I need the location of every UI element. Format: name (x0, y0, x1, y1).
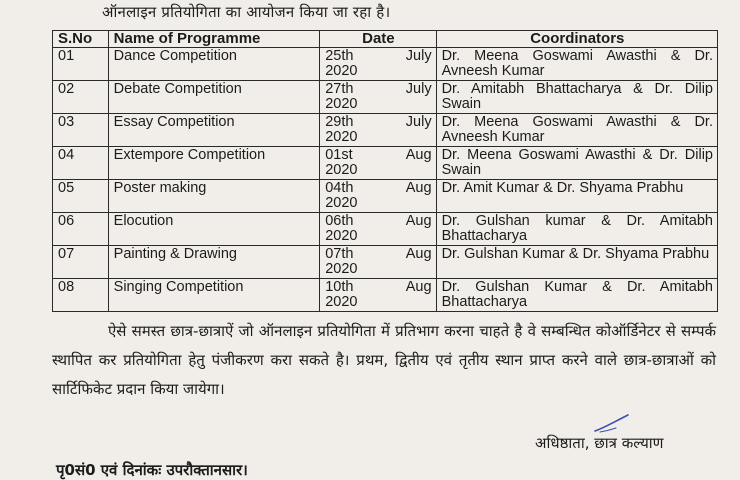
table-row (53, 246, 718, 279)
date-month: July (405, 114, 432, 130)
date-day: 29th (325, 114, 354, 130)
cell-date (320, 147, 436, 180)
table-header-row (53, 31, 718, 48)
cell-sno: 07 (53, 246, 109, 279)
date-day-month (325, 82, 431, 97)
header-programme-name: Name of Programme (108, 31, 320, 48)
table-row (53, 279, 718, 312)
table-row (53, 180, 718, 213)
cell-sno: 02 (53, 81, 109, 114)
cell-coordinators: Dr. Gulshan kumar & Dr. Amitabh Bhattacharya (436, 213, 717, 246)
date-year: 2020 (325, 129, 358, 145)
cell-programme-name: Painting & Drawing (108, 246, 320, 279)
cell-sno: 08 (53, 279, 109, 312)
cell-programme-name: Debate Competition (108, 81, 320, 114)
table-row (53, 114, 718, 147)
date-day-month (325, 214, 431, 229)
header-date: Date (320, 31, 436, 48)
date-year: 2020 (325, 228, 358, 244)
date-day: 06th (325, 213, 354, 229)
date-day-month (325, 49, 431, 64)
date-day: 25th (325, 48, 354, 64)
cell-sno: 04 (53, 147, 109, 180)
date-day: 01st (325, 147, 353, 163)
cell-sno: 01 (53, 48, 109, 81)
date-day: 04th (325, 180, 354, 196)
date-day: 27th (325, 81, 354, 97)
date-month: Aug (405, 279, 432, 295)
table-row (53, 48, 718, 81)
date-day-month (325, 148, 431, 163)
cell-sno: 06 (53, 213, 109, 246)
cell-sno: 05 (53, 180, 109, 213)
cell-programme-name: Poster making (108, 180, 320, 213)
date-day-month (325, 247, 431, 262)
table-row (53, 147, 718, 180)
cell-date (320, 114, 436, 147)
signatory-title: अधिष्ठाता, छात्र कल्याण (535, 434, 664, 452)
cell-programme-name: Elocution (108, 213, 320, 246)
cell-coordinators: Dr. Meena Goswami Awasthi & Dr. Dilip Swain (436, 147, 717, 180)
cell-programme-name: Extempore Competition (108, 147, 320, 180)
cell-date (320, 81, 436, 114)
reference-line: पृ0सं0 एवं दिनांकः उपरौक्तानसार। (56, 461, 248, 479)
cell-date (320, 279, 436, 312)
cell-date (320, 213, 436, 246)
cell-coordinators: Dr. Meena Goswami Awasthi & Dr. Avneesh Kumar (436, 114, 717, 147)
cell-date (320, 246, 436, 279)
programme-table (52, 30, 718, 312)
date-year: 2020 (325, 96, 358, 112)
signature-mark (592, 412, 632, 434)
date-month: July (405, 48, 432, 64)
date-year: 2020 (325, 162, 358, 178)
cell-date (320, 48, 436, 81)
cell-coordinators: Dr. Gulshan Kumar & Dr. Amitabh Bhattacharya (436, 279, 717, 312)
date-day-month (325, 280, 431, 295)
header-coordinators: Coordinators (436, 31, 717, 48)
date-month: Aug (405, 180, 432, 196)
header-sno: S.No (53, 31, 109, 48)
table-row (53, 213, 718, 246)
date-day-month (325, 181, 431, 196)
date-month: July (405, 81, 432, 97)
date-year: 2020 (325, 294, 358, 310)
cell-coordinators: Dr. Amit Kumar & Dr. Shyama Prabhu (436, 180, 717, 213)
cell-coordinators: Dr. Gulshan Kumar & Dr. Shyama Prabhu (436, 246, 717, 279)
date-month: Aug (405, 147, 432, 163)
cell-programme-name: Singing Competition (108, 279, 320, 312)
cell-sno: 03 (53, 114, 109, 147)
date-year: 2020 (325, 63, 358, 79)
info-paragraph: ऐसे समस्त छात्र-छात्राऐं जो ऑनलाइन प्रतियोगिता में प्रतिभाग करना चाहते है वे सम्बन्धित कोऑर्डिनेटर से सम्पर्क स्थापित कर प्रतियोगिता हेतु पंजीकरण करा सकते है। प्रथम, द्वितीय एवं तृतीय स्थान प्राप्त करने वाले छात्र-छात्राओं को सार्टिफिकेट प्रदान किया जायेगा। (52, 322, 716, 398)
date-month: Aug (405, 213, 432, 229)
intro-line: ऑनलाइन प्रतियोगिता का आयोजन किया जा रहा है। (102, 3, 391, 21)
cell-programme-name: Dance Competition (108, 48, 320, 81)
date-year: 2020 (325, 261, 358, 277)
date-day: 10th (325, 279, 354, 295)
table-row (53, 81, 718, 114)
date-day: 07th (325, 246, 354, 262)
cell-date (320, 180, 436, 213)
date-month: Aug (405, 246, 432, 262)
date-year: 2020 (325, 195, 358, 211)
date-day-month (325, 115, 431, 130)
cell-coordinators: Dr. Amitabh Bhattacharya & Dr. Dilip Swain (436, 81, 717, 114)
cell-coordinators: Dr. Meena Goswami Awasthi & Dr. Avneesh Kumar (436, 48, 717, 81)
cell-programme-name: Essay Competition (108, 114, 320, 147)
